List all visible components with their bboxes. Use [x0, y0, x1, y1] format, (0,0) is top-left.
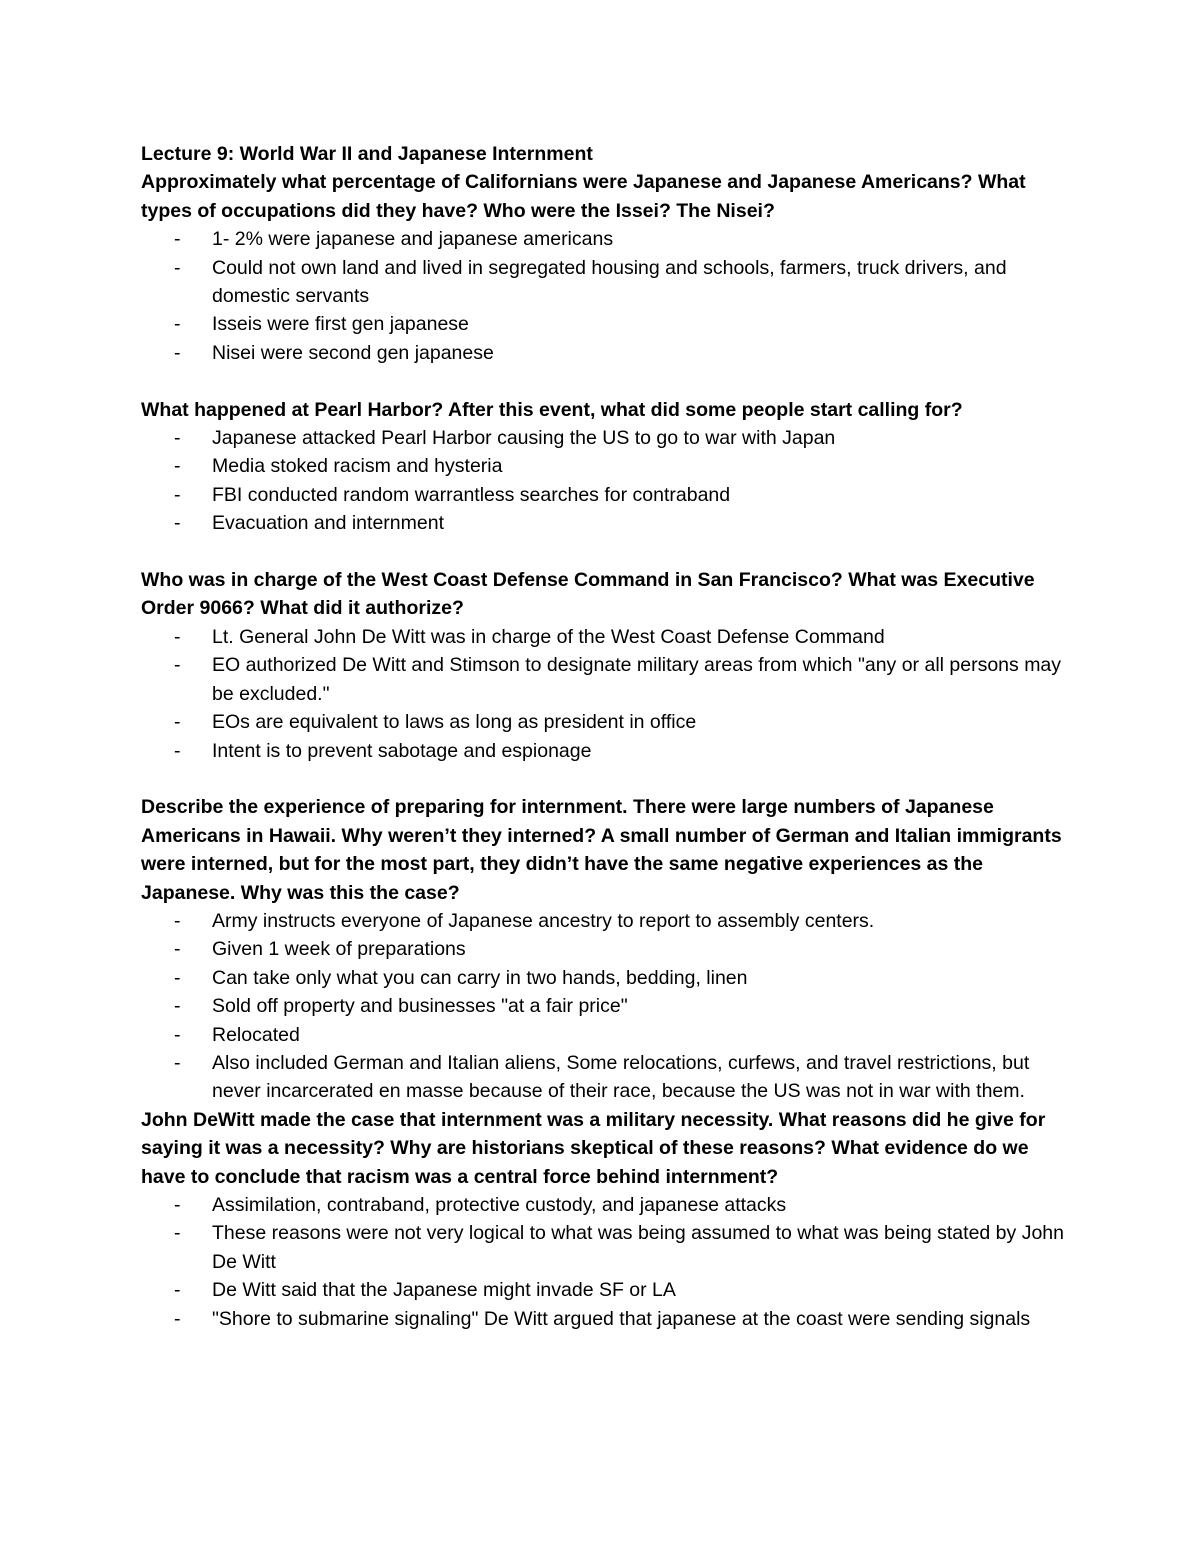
spacer — [141, 367, 1071, 395]
list-item: - These reasons were not very logical to what was being assumed to what was being stated by John De Witt — [141, 1219, 1071, 1276]
document-page — [141, 140, 1071, 1333]
bullet-dash: - — [174, 966, 181, 989]
bullet-dash: - — [174, 1279, 181, 1302]
bullet-list — [141, 1191, 1071, 1333]
list-item: - Nisei were second gen japanese — [141, 339, 1071, 367]
bullet-dash: - — [174, 1023, 181, 1046]
list-item: - Media stoked racism and hysteria — [141, 452, 1071, 480]
list-item: - Japanese attacked Pearl Harbor causing the US to go to war with Japan — [141, 424, 1071, 452]
list-item: - Sold off property and businesses "at a fair price" — [141, 992, 1071, 1020]
section-preparing-internment — [141, 793, 1071, 1105]
bullet-list — [141, 424, 1071, 538]
bullet-dash: - — [174, 512, 181, 535]
bullet-dash: - — [174, 1307, 181, 1330]
bullet-dash: - — [174, 313, 181, 336]
bullet-list — [141, 225, 1071, 367]
list-item: - 1- 2% were japanese and japanese americans — [141, 225, 1071, 253]
bullet-dash: - — [174, 739, 181, 762]
bullet-dash: - — [174, 228, 181, 251]
section-pearl-harbor — [141, 396, 1071, 538]
bullet-dash: - — [174, 341, 181, 364]
lecture-title: Lecture 9: World War II and Japanese Internment — [141, 143, 593, 165]
list-item: - EOs are equivalent to laws as long as president in office — [141, 708, 1071, 736]
list-item: - Also included German and Italian aliens, Some relocations, curfews, and travel restrictions, but never incarcerated en masse because of their race, because the US was not in war with them. — [141, 1049, 1071, 1106]
section-executive-order — [141, 566, 1071, 765]
section-heading: Approximately what percentage of Californians were Japanese and Japanese Americans? What types of occupations did they have? Who were the Issei? The Nisei? — [141, 171, 1026, 222]
bullet-dash: - — [174, 995, 181, 1018]
list-item: - Could not own land and lived in segregated housing and schools, farmers, truck drivers, and domestic servants — [141, 254, 1071, 311]
bullet-dash: - — [174, 427, 181, 450]
spacer — [141, 765, 1071, 793]
bullet-dash: - — [174, 938, 181, 961]
bullet-dash: - — [174, 654, 181, 677]
bullet-dash: - — [174, 909, 181, 932]
bullet-dash: - — [174, 625, 181, 648]
list-item: - "Shore to submarine signaling" De Witt argued that japanese at the coast were sending signals — [141, 1305, 1071, 1333]
list-item: - Evacuation and internment — [141, 509, 1071, 537]
bullet-dash: - — [174, 256, 181, 279]
section-heading: Who was in charge of the West Coast Defense Command in San Francisco? What was Executive Order 9066? What did it authorize? — [141, 569, 1035, 620]
bullet-dash: - — [174, 483, 181, 506]
list-item: - Relocated — [141, 1021, 1071, 1049]
list-item: - Intent is to prevent sabotage and espionage — [141, 737, 1071, 765]
list-item: - FBI conducted random warrantless searches for contraband — [141, 481, 1071, 509]
section-population — [141, 168, 1071, 367]
bullet-dash: - — [174, 455, 181, 478]
bullet-dash: - — [174, 1051, 181, 1074]
section-military-necessity — [141, 1106, 1071, 1333]
list-item: - Assimilation, contraband, protective custody, and japanese attacks — [141, 1191, 1071, 1219]
section-heading: Describe the experience of preparing for internment. There were large numbers of Japanese Americans in Hawaii. Why weren’t they interned? A small number of German and Italian immigrants were interned, but for the most part, they didn’t have the same negative experiences as the Japanese. Why was this the case? — [141, 796, 1062, 904]
bullet-dash: - — [174, 711, 181, 734]
list-item: - Isseis were first gen japanese — [141, 310, 1071, 338]
section-heading: What happened at Pearl Harbor? After this event, what did some people start calling for? — [141, 398, 963, 421]
spacer — [141, 538, 1071, 566]
list-item: - EO authorized De Witt and Stimson to designate military areas from which "any or all persons may be excluded." — [141, 651, 1071, 708]
list-item: - Can take only what you can carry in two hands, bedding, linen — [141, 964, 1071, 992]
bullet-dash: - — [174, 1193, 181, 1216]
list-item: - Given 1 week of preparations — [141, 935, 1071, 963]
bullet-list — [141, 623, 1071, 765]
list-item: - Army instructs everyone of Japanese ancestry to report to assembly centers. — [141, 907, 1071, 935]
section-heading: John DeWitt made the case that internment was a military necessity. What reasons did he give for saying it was a necessity? Why are historians skeptical of these reasons? What evidence do we have to conclude that racism was a central force behind internment? — [141, 1108, 1046, 1188]
bullet-dash: - — [174, 1222, 181, 1245]
list-item: - De Witt said that the Japanese might invade SF or LA — [141, 1276, 1071, 1304]
list-item: - Lt. General John De Witt was in charge of the West Coast Defense Command — [141, 623, 1071, 651]
bullet-list — [141, 907, 1071, 1106]
